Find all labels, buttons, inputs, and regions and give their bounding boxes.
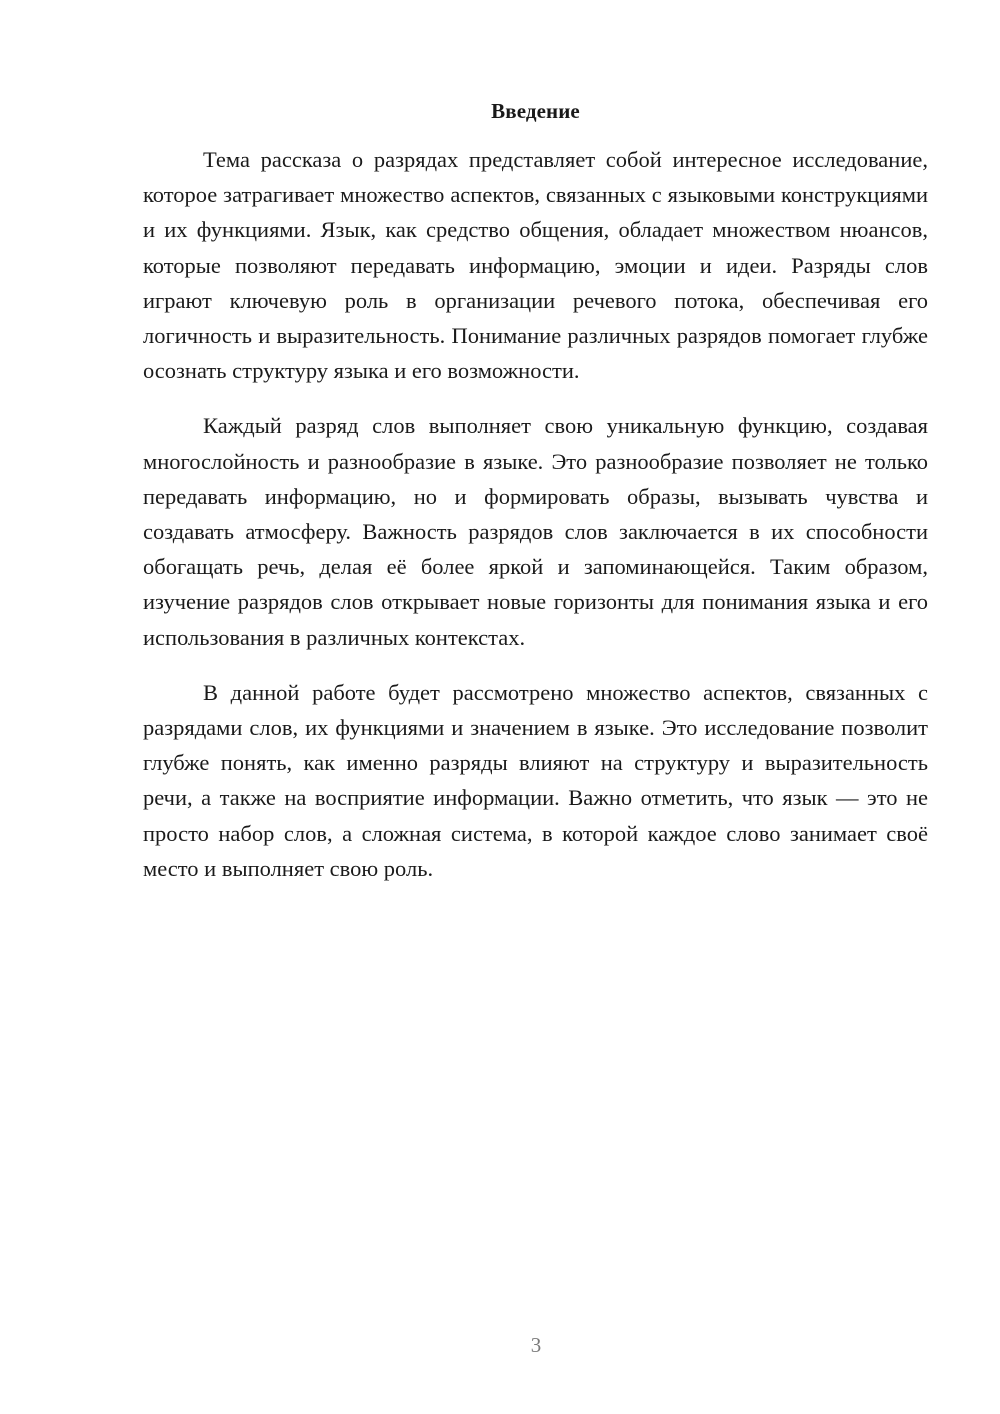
page-number: 3 [530, 1333, 542, 1357]
section-heading: Введение [491, 99, 580, 123]
paragraph-2: Каждый разряд слов выполняет свою уникальную функцию, создавая многослойность и разнообразие в языке. Это разнообразие позволяет не только передавать информацию, но и формировать образы, вызывать чувства и создавать атмосферу. Важность разрядов слов заключается в их способности обогащать речь, делая её более яркой и запоминающейся. Таким образом, изучение разрядов слов открывает новые горизонты для понимания языка и его использования в различных контекстах. [143, 413, 928, 650]
paragraph-3: В данной работе будет рассмотрено множество аспектов, связанных с разрядами слов, их функциями и значением в языке. Это исследование позволит глубже понять, как именно разряды влияют на структуру и выразительность речи, а также на восприятие информации. Важно отметить, что язык — это не просто набор слов, а сложная система, в которой каждое слово занимает своё место и выполняет свою роль. [143, 679, 928, 881]
page-content [143, 96, 928, 906]
paragraph-1: Тема рассказа о разрядах представляет собой интересное исследование, которое затрагивает множество аспектов, связанных с языковыми конструкциями и их функциями. Язык, как средство общения, обладает множеством нюансов, которые позволяют передавать информацию, эмоции и идеи. Разряды слов играют ключевую роль в организации речевого потока, обеспечивая его логичность и выразительность. Понимание различных разрядов помогает глубже осознать структуру языка и его возможности. [143, 147, 928, 384]
